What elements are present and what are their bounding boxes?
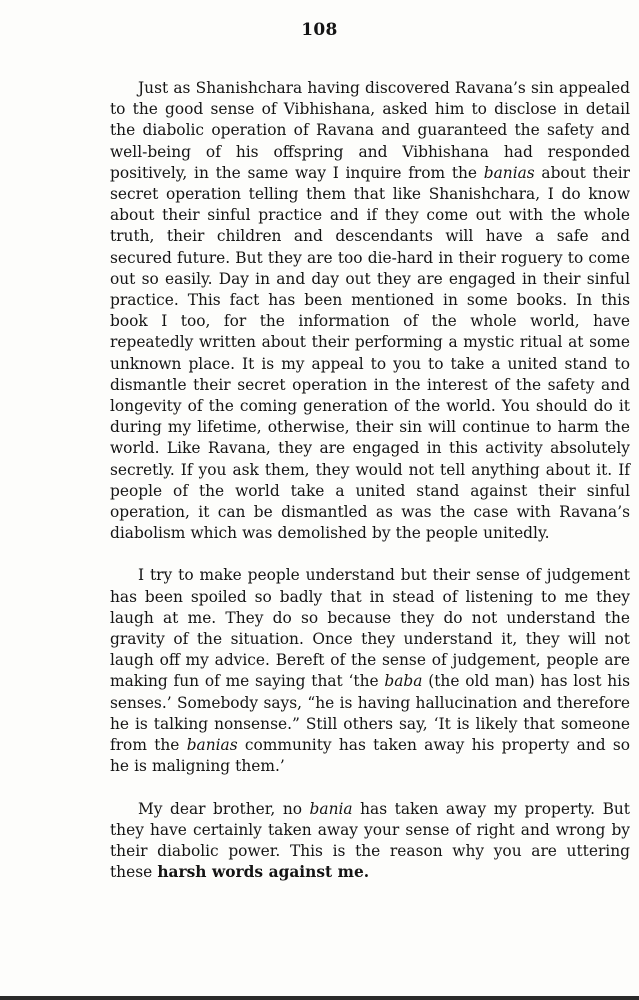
italic-term: banias (483, 163, 535, 182)
paragraph-2 (110, 565, 630, 777)
page-edge-shadow (0, 996, 639, 1000)
body-text (110, 78, 630, 883)
paragraph-1 (110, 78, 630, 544)
page-number: 108 (301, 20, 338, 40)
italic-term: banias (186, 736, 238, 755)
paragraph-1-text: Just as Shanishchara having discovered Ravana’s sin appealed to the good sense of Vibhishana, asked him to disclose in detail the diabolic operation of Ravana and guaranteed the safety and well-being of his offspring and Vibhishana had responded positively, in the same way I inquire from the (110, 79, 630, 182)
paragraph-3-text: has taken away my property. But they have certainly taken away your sense of right and wrong by their diabolic power. This is the reason why you are uttering these (110, 799, 630, 882)
italic-term: bania (309, 799, 353, 818)
italic-term: baba (384, 672, 423, 691)
paragraph-2-text: (the old man) has lost his senses.’ Somebody says, “he is having hallucination and therefore he is talking nonsense.” Still others say, ‘It is likely that someone from the (110, 672, 631, 755)
paragraph-2-text: I try to make people understand but their sense of judgement has been spoiled so badly that in stead of listening to me they laugh at me. They do so because they do not understand the gravity of the situation. Once they understand it, they will not laugh off my advice. Bereft of the sense of judgement, people are making fun of me saying that ‘the (110, 566, 630, 691)
paragraph-2-text: community has taken away his property and so he is maligning them.’ (110, 736, 630, 776)
paragraph-1-text: about their secret operation telling them that like Shanishchara, I do know about their sinful practice and if they come out with the whole truth, their children and descendants will have a safe and secured future. But they are too die-hard in their roguery to come out so easily. Day in and day out they are engaged in their sinful practice. This fact has been mentioned in some books. In this book I too, for the information of the whole world, have repeatedly written about their performing a mystic ritual at some unknown place. It is my appeal to you to take a united stand to dismantle their secret operation in the interest of the safety and longevity of the coming generation of the world. You should do it during my lifetime, otherwise, their sin will continue to harm the world. Like Ravana, they are engaged in this activity absolutely secretly. If you ask them, they would not tell anything about it. If people of the world take a united stand against their sinful operation, it can be dismantled as was the case with Ravana’s diabolism which was demolished by the people unitedly. (110, 163, 630, 543)
paragraph-3 (110, 799, 630, 884)
bold-phrase: harsh words against me. (157, 863, 370, 882)
paragraph-3-text: My dear brother, no (138, 799, 310, 818)
